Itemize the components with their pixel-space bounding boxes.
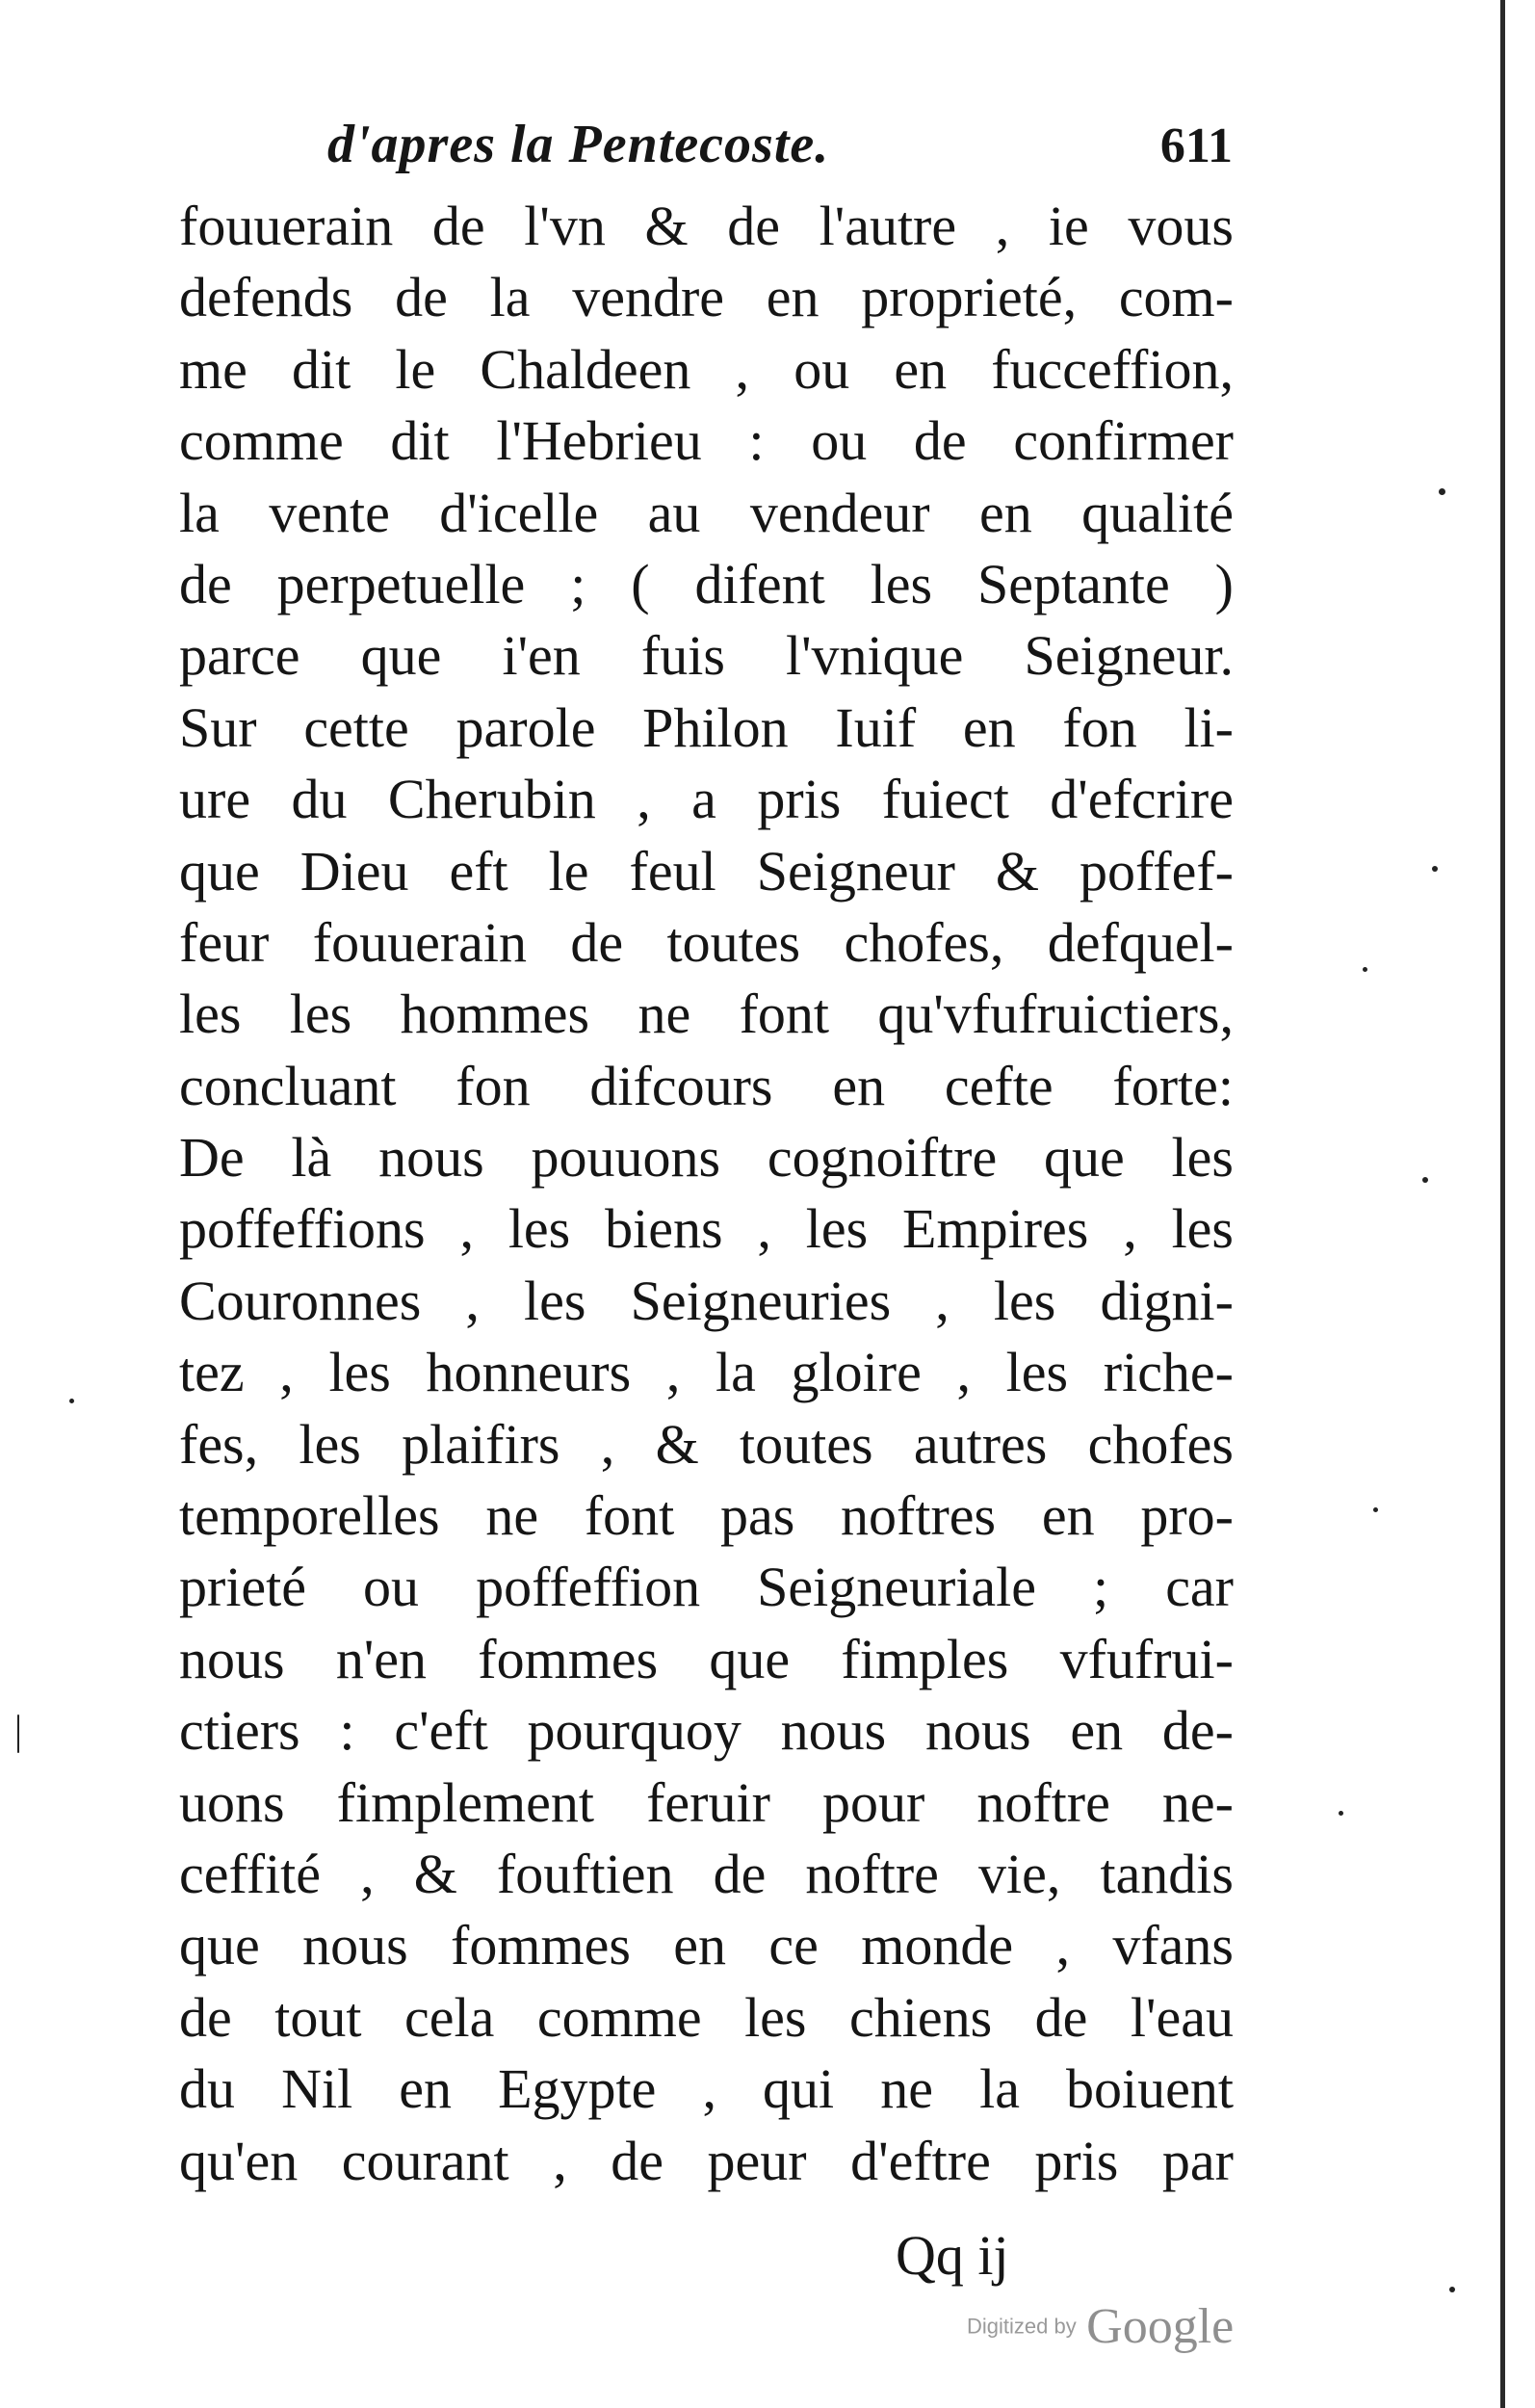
page-number: 611 <box>1159 118 1233 173</box>
text-line: Sur cette parole Philon Iuif en fon li- <box>179 695 1234 759</box>
watermark-prefix: Digitized by <box>967 2314 1077 2339</box>
page-edge-line <box>1500 0 1505 2408</box>
text-line: comme dit l'Hebrieu : ou de confirmer <box>179 409 1234 473</box>
text-line: tez , les honneurs , la gloire , les riche- <box>179 1341 1234 1404</box>
text-line: que Dieu eft le feul Seigneur & poffef- <box>179 839 1234 903</box>
text-line: prieté ou poffeffion Seigneuriale ; car <box>179 1556 1234 1619</box>
text-line: De là nous pouuons cognoiftre que les <box>179 1126 1234 1190</box>
text-line: ctiers : c'eft pourquoy nous nous en de- <box>179 1699 1234 1763</box>
signature-mark: Qq ij <box>896 2224 1009 2287</box>
text-line: me dit le Chaldeen , ou en fucceffion, <box>179 337 1234 401</box>
ink-speck <box>1373 1507 1378 1512</box>
text-line: concluant fon difcours en cefte forte: <box>179 1054 1234 1117</box>
digitized-watermark <box>967 2298 1234 2355</box>
google-logo: Google <box>1086 2299 1235 2354</box>
ink-speck <box>1363 967 1367 972</box>
text-line: uons fimplement feruir pour noftre ne- <box>179 1770 1234 1834</box>
text-line: ure du Cherubin , a pris fuiect d'efcrire <box>179 768 1234 831</box>
text-line: fouuerain de l'vn & de l'autre , ie vous <box>179 195 1234 257</box>
running-head-title: d'apres la Pentecoste. <box>327 115 830 174</box>
text-line: qu'en courant , de peur d'eftre pris par <box>179 2129 1234 2192</box>
text-line: de tout cela comme les chiens de l'eau <box>179 1985 1234 2049</box>
text-line: Couronnes , les Seigneuries , les digni- <box>179 1269 1234 1332</box>
ink-speck <box>1432 866 1438 872</box>
ink-speck <box>17 1714 19 1753</box>
text-line: ceffité , & fouftien de noftre vie, tandis <box>179 1842 1234 1905</box>
ink-speck <box>1422 1177 1428 1183</box>
body-text <box>179 191 1234 2197</box>
running-head <box>289 114 1252 191</box>
ink-speck <box>69 1399 74 1403</box>
ink-speck <box>1449 2287 1455 2292</box>
text-line: que nous fommes en ce monde , vfans <box>179 1914 1234 1977</box>
text-line: temporelles ne font pas noftres en pro- <box>179 1484 1234 1548</box>
text-line: du Nil en Egypte , qui ne la boiuent <box>179 2057 1234 2121</box>
text-line: feur fouuerain de toutes chofes, defquel- <box>179 910 1234 974</box>
text-line: fes, les plaifirs , & toutes autres chofes <box>179 1412 1234 1476</box>
text-line: parce que i'en fuis l'vnique Seigneur. <box>179 624 1234 688</box>
ink-speck <box>1339 1811 1343 1816</box>
text-line: nous n'en fommes que fimples vfufrui- <box>179 1627 1234 1690</box>
text-line: poffeffions , les biens , les Empires , les <box>179 1197 1234 1261</box>
ink-speck <box>1439 488 1445 495</box>
text-line: la vente d'icelle au vendeur en qualité <box>179 481 1234 544</box>
text-line: les les hommes ne font qu'vfufruictiers, <box>179 982 1234 1046</box>
text-line: defends de la vendre en proprieté, com- <box>179 266 1234 329</box>
text-line: de perpetuelle ; ( difent les Septante ) <box>179 552 1234 615</box>
